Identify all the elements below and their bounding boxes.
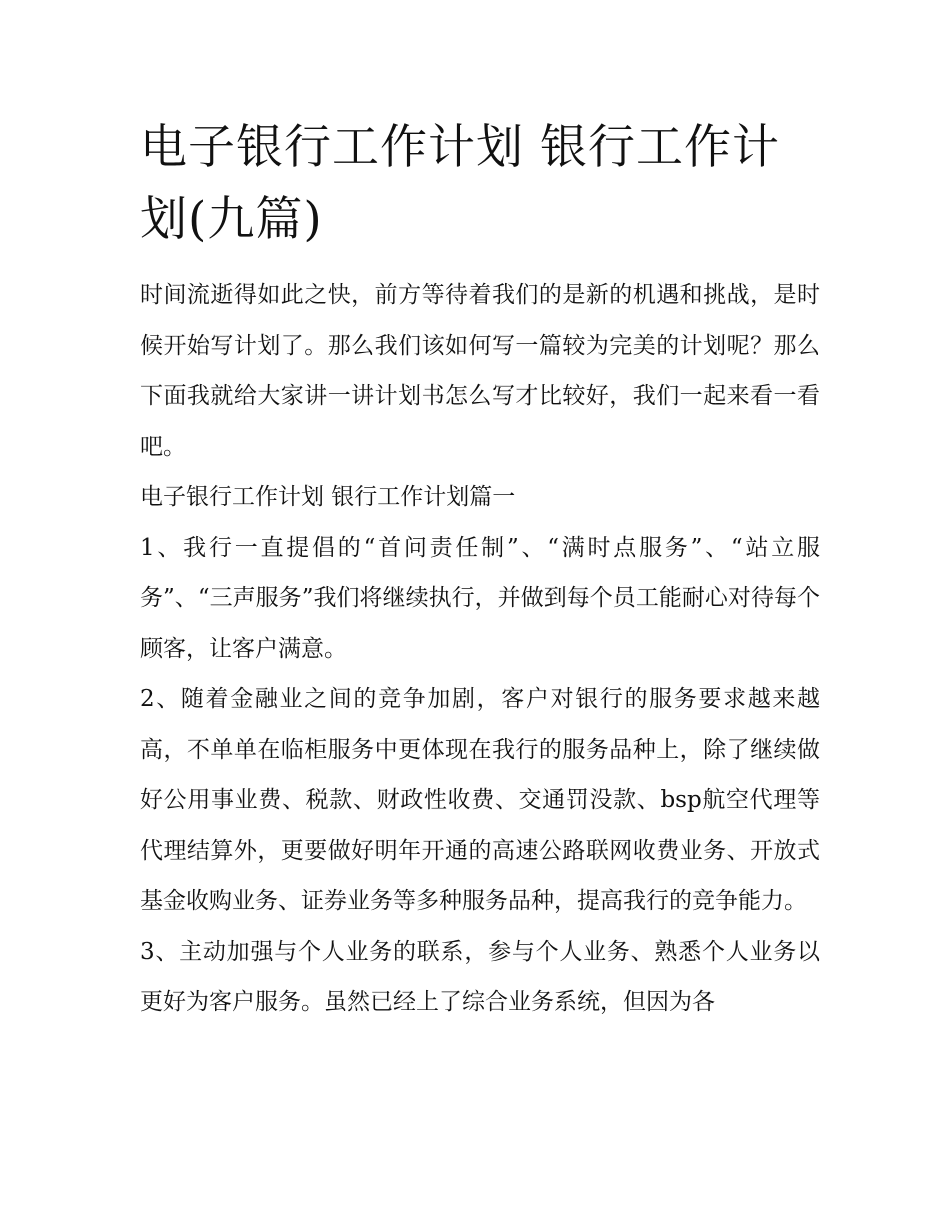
list-item: 1、我行一直提倡的“首问责任制”、“满时点服务”、“站立服务”、“三声服务”我们将继续执行，并做到每个员工能耐心对待每个顾客，让客户满意。 — [140, 534, 820, 662]
list-item: 2、随着金融业之间的竞争加剧，客户对银行的服务要求越来越高，不单单在临柜服务中更体现在我行的服务品种上，除了继续做好公用事业费、税款、财政性收费、交通罚没款、bsp航空代理等代理结算外，更要做好明年开通的高速公路联网收费业务、开放式基金收购业务、证券业务等多种服务品种，提高我行的竞争能力。 — [140, 686, 820, 914]
list-item: 3、主动加强与个人业务的联系，参与个人业务、熟悉个人业务以更好为客户服务。虽然已经上了综合业务系统，但因为各 — [140, 938, 820, 1015]
document-page — [140, 112, 820, 1028]
document-title: 电子银行工作计划 银行工作计划(九篇) — [140, 120, 780, 247]
intro-paragraph: 时间流逝得如此之快，前方等待着我们的是新的机遇和挑战，是时候开始写计划了。那么我们该如何写一篇较为完美的计划呢？那么下面我就给大家讲一讲计划书怎么写才比较好，我们一起来看一看吧。 — [140, 282, 820, 460]
section-heading: 电子银行工作计划 银行工作计划篇一 — [140, 484, 516, 510]
